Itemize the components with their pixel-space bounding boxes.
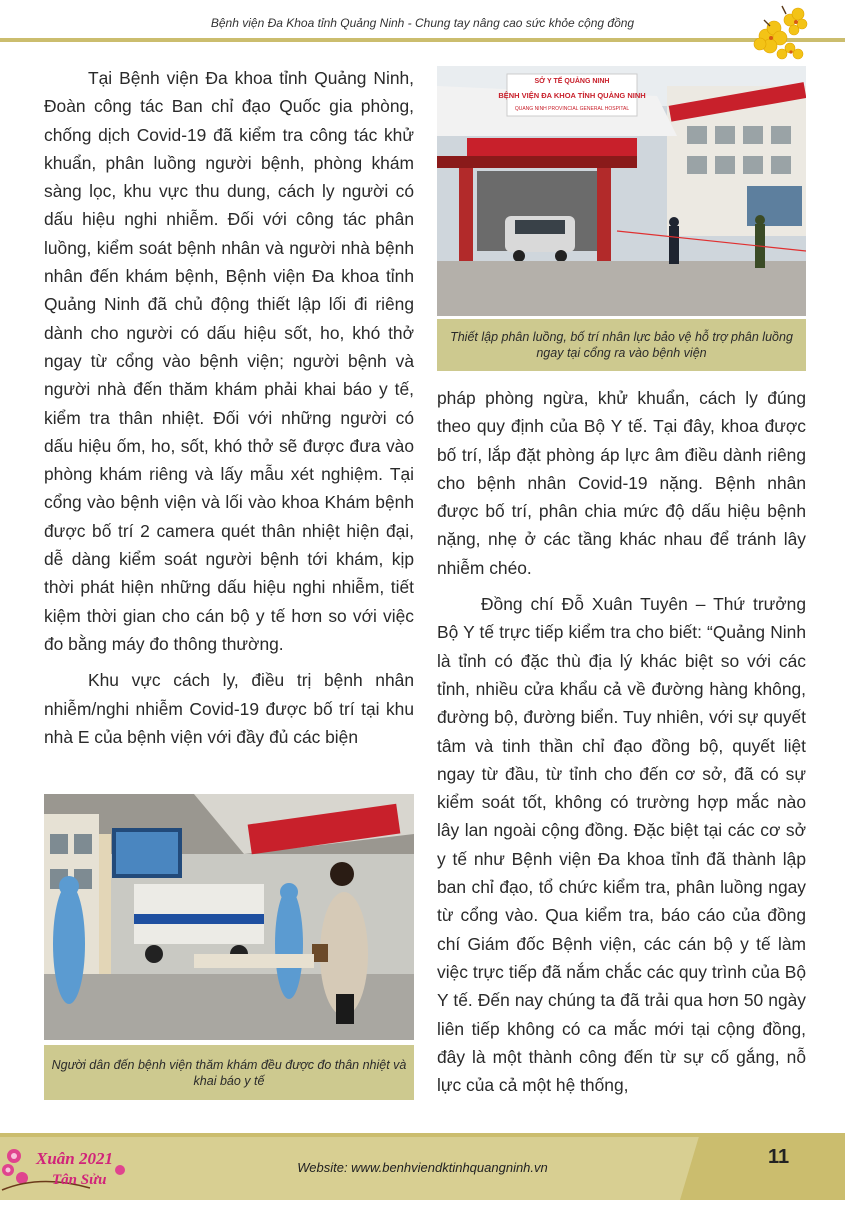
logo-line-2: Tân Sửu — [52, 1172, 107, 1188]
right-column — [437, 384, 806, 1099]
body-paragraph: Khu vực cách ly, điều trị bệnh nhân nhiễm/nghi nhiễm Covid-19 được bố trí tại khu nhà E của bệnh viện với đầy đủ các biện — [44, 670, 414, 747]
apricot-flower-icon — [752, 2, 812, 64]
photo-caption: Người dân đến bệnh viện thăm khám đều được đo thân nhiệt và khai báo y tế — [44, 1045, 414, 1100]
running-header: Bệnh viện Đa Khoa tỉnh Quảng Ninh - Chung tay nâng cao sức khỏe cộng đồng — [210, 16, 635, 30]
hospital-gate-photo — [437, 66, 806, 316]
photo-caption: Thiết lập phân luồng, bố trí nhân lực bảo vệ hỗ trợ phân luồng ngay tại cổng ra vào bệnh viện — [437, 319, 806, 371]
body-paragraph: Tại Bệnh viện Đa khoa tỉnh Quảng Ninh, Đoàn công tác Ban chỉ đạo Quốc gia phòng, chống dịch Covid-19 đã kiểm tra công tác khử khuẩn, phân luồng người bệnh, phòng khám sàng lọc, khu vực thu dung, cách ly người có dấu hiệu nghi nhiễm. Đối với công tác phân luồng, kiểm soát bệnh nhân và người nhà bệnh nhân đến khám bệnh, Bệnh viện Đa khoa tỉnh Quảng Ninh đã chủ động thiết lập lối đi riêng dành cho người có dấu hiệu sốt, ho, khó thở ngay từ cổng vào bệnh viện; người bệnh và người nhà đến thăm khám phải khai báo y tế, kiểm tra thân nhiệt. Đối với những người có dấu hiệu ốm, ho, sốt, khó thở sẽ được đưa vào phòng khám riêng và lấy mẫu xét nghiệm. Tại cổng vào bệnh viện và lối vào khoa Khám bệnh được bố trí 2 camera quét thân nhiệt hiện đại, dễ dàng kiểm soát người bệnh tới khám, kịp thời phát hiện những dấu hiệu nghi nhiễm, tiết kiệm thời gian cho cán bộ y tế hơn so với việc đo bằng máy đo thông thường. — [44, 68, 414, 654]
header-rule — [0, 38, 845, 42]
sign-en-text: QUANG NINH PROVINCIAL GENERAL HOSPITAL — [514, 106, 630, 112]
left-column — [44, 64, 414, 751]
sign-top-text: SỞ Y TẾ QUẢNG NINH — [534, 78, 610, 85]
screening-area-photo — [44, 794, 414, 1040]
footer-website: Website: www.benhviendktinhquangninh.vn — [297, 1160, 548, 1175]
body-paragraph: pháp phòng ngừa, khử khuẩn, cách ly đúng theo quy định của Bộ Y tế. Tại đây, khoa được bố trí, lắp đặt phòng áp lực âm điều dành riêng cho bệnh nhân Covid-19 nặng. Bệnh nhân được bố trí, phân chia mức độ dấu hiệu bệnh nặng, nhẹ ở các tầng khác nhau để tránh lây nhiễm chéo. — [437, 388, 806, 578]
sign-main-text: BỆNH VIỆN ĐA KHOA TỈNH QUẢNG NINH — [498, 91, 646, 100]
logo-line-1: Xuân 2021 — [36, 1149, 113, 1168]
page-number: 11 — [768, 1146, 790, 1168]
body-paragraph: Đồng chí Đỗ Xuân Tuyên – Thứ trưởng Bộ Y tế trực tiếp kiểm tra cho biết: “Quảng Ninh là tỉnh có đặc thù địa lý khác biệt so với các tỉnh, nhiều cửa khẩu cả về đường hàng không, đường bộ, đường biển. Tuy nhiên, với sự quyết tâm và tinh thần chỉ đạo đồng bộ, quyết liệt ngay từ đầu, từ tỉnh cho đến cơ sở, đã có sự kiểm soát tốt, không có trường hợp mắc nào lây lan ngoài cộng đồng. Đặc biệt tại các cơ sở y tế như Bệnh viện Đa khoa tỉnh đã thành lập ban chỉ đạo, tổ chức kiểm tra, phân luồng ngay từ cổng vào. Qua kiểm tra, báo cáo của đồng chí Giám đốc Bệnh viện, các cán bộ y tế làm việc trực tiếp đã nắm chắc các quy trình của Bộ Y tế. Đến nay chúng ta đã trải qua hơn 50 ngày liên tiếp không có ca mắc mới tại cộng đồng, đây là một thành công đến từ sự cố gắng, nỗ lực của cả một hệ thống, — [437, 594, 806, 1096]
